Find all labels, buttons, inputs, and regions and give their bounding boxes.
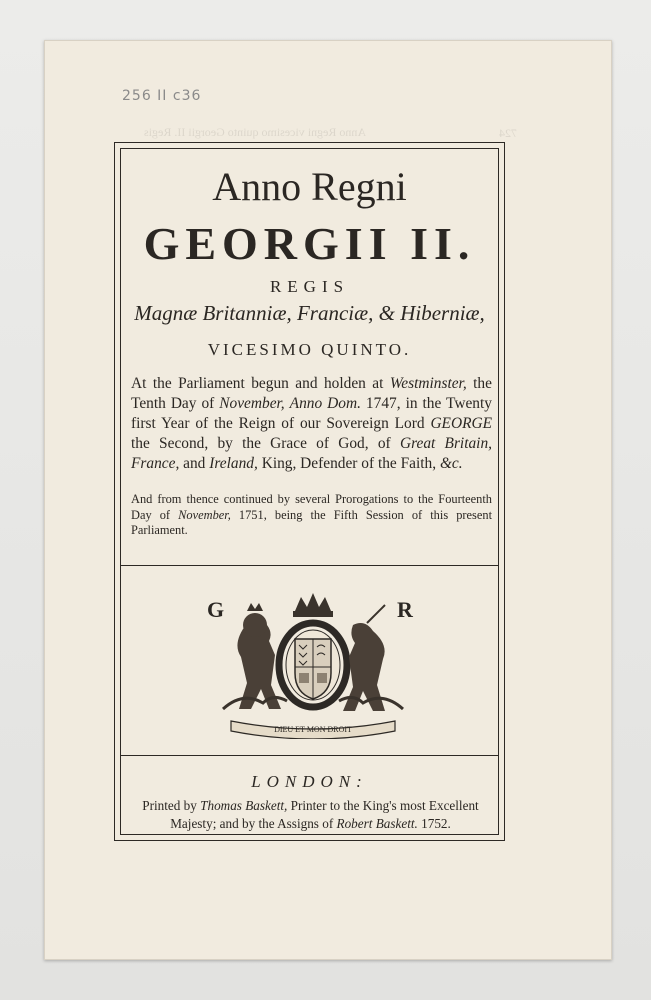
title-frame: [114, 142, 505, 841]
month-november-1747: November,: [219, 395, 285, 412]
regis-line: REGIS: [269, 277, 350, 296]
prorogation-text-2: 1751, being the Fifth Session of this present Parliament.: [131, 507, 493, 537]
place-westminster: Westminster,: [389, 375, 467, 392]
para-and: and: [183, 455, 206, 472]
para-text-1: At the Parliament begun and holden at: [131, 375, 384, 392]
para-text-3: in the Twenty first Year of the Reign of our Sovereign Lord: [131, 395, 492, 432]
title-frame-inner: [120, 148, 499, 835]
para-text-5: King, Defender of the Faith,: [261, 455, 437, 472]
para-text-2: the Tenth Day of: [131, 375, 492, 412]
year-1747: 1747,: [365, 395, 401, 412]
prorogation-paragraph: [131, 492, 492, 539]
anno-dom: Anno Dom.: [289, 395, 361, 412]
imprint-year: 1752.: [421, 816, 451, 831]
regnal-year-line: VICESIMO QUINTO.: [207, 340, 412, 359]
lower-divider: [121, 755, 498, 756]
royal-motto: DIEU ET MON DROIT: [274, 725, 352, 734]
country-ireland: Ireland,: [209, 455, 258, 472]
printed-by-text: Printed by: [142, 798, 197, 813]
realms-line: Magnæ Britanniæ, Franciæ, & Hiberniæ,: [134, 301, 485, 325]
show-through-header: Anno Regni vicesimo quinto Georgii II. Regis: [144, 125, 367, 139]
upper-divider: [121, 565, 498, 566]
royal-coat-of-arms-icon: [203, 589, 423, 739]
pencil-shelfmark: 256 II c36: [122, 88, 202, 104]
month-november-1751: November,: [178, 507, 231, 522]
royal-cypher-r: R: [397, 597, 413, 622]
name-george: GEORGE: [430, 415, 492, 432]
georgii-heading: GEORGII II.: [143, 218, 476, 269]
imprint-printed-by: [129, 797, 492, 833]
show-through-page-number: 724: [499, 126, 517, 140]
printer-name: Thomas Baskett,: [200, 798, 288, 813]
royal-cypher-g: G: [207, 597, 225, 622]
imprint-london: LONDON:: [251, 772, 368, 791]
anno-regni-heading: Anno Regni: [212, 164, 407, 209]
assign-name: Robert Baskett.: [336, 816, 418, 831]
para-text-4: the Second, by the Grace of God, of: [131, 435, 391, 452]
parliament-paragraph: [131, 374, 492, 474]
countries: Great Britain, France,: [131, 435, 493, 472]
et-cetera: &c.: [439, 455, 463, 472]
prorogation-text-1: And from thence continued by several Prorogations to the Fourteenth Day of: [131, 492, 492, 522]
paper-sheet: [44, 40, 612, 960]
printer-to-text: Printer to the King's most Excellent Majesty; and by the Assigns of: [170, 798, 479, 831]
